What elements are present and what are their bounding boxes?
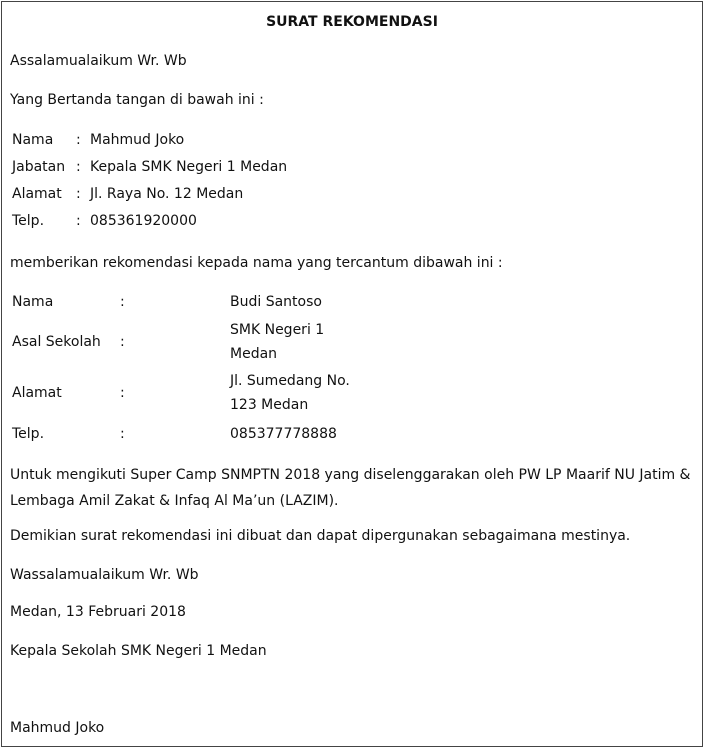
field-colon: :: [120, 294, 125, 310]
field-label: Alamat: [12, 186, 62, 202]
signer-row-address: [10, 182, 330, 206]
place-date: Medan, 13 Februari 2018: [10, 604, 186, 620]
field-colon: :: [76, 213, 81, 229]
field-colon: :: [120, 334, 125, 350]
recipient-row-phone: [10, 422, 410, 446]
field-colon: :: [76, 159, 81, 175]
field-value: Budi Santoso: [230, 294, 322, 310]
letter-title: SURAT REKOMENDASI: [266, 14, 438, 30]
field-label: Asal Sekolah: [12, 334, 101, 350]
field-value: 085377778888: [230, 426, 337, 442]
greeting: Assalamualaikum Wr. Wb: [10, 53, 187, 69]
field-label: Alamat: [12, 385, 62, 401]
field-colon: :: [76, 132, 81, 148]
signer-title: Kepala Sekolah SMK Negeri 1 Medan: [10, 643, 267, 659]
field-colon: :: [120, 426, 125, 442]
field-value: Kepala SMK Negeri 1 Medan: [90, 159, 288, 175]
signer-name: Mahmud Joko: [10, 720, 105, 736]
letter-page: [1, 1, 703, 747]
field-value: 085361920000: [90, 213, 197, 229]
signer-row-phone: [10, 209, 330, 233]
field-value: Jl. Sumedang No. 123 Medan: [230, 373, 350, 413]
field-value: Mahmud Joko: [90, 132, 185, 148]
field-label: Telp.: [12, 426, 45, 442]
field-colon: :: [76, 186, 81, 202]
recommendation-intro: memberikan rekomendasi kepada nama yang tercantum dibawah ini :: [10, 255, 503, 271]
signer-row-position: [10, 155, 330, 179]
recipient-row-school: [10, 318, 410, 368]
field-value: SMK Negeri 1 Medan: [230, 322, 325, 362]
field-label: Nama: [12, 294, 54, 310]
field-label: Nama: [12, 132, 54, 148]
recipient-row-name: [10, 290, 410, 314]
signer-row-name: [10, 128, 330, 152]
farewell: Wassalamualaikum Wr. Wb: [10, 567, 199, 583]
closing-statement: Demikian surat rekomendasi ini dibuat dan dapat dipergunakan sebagaimana mestinya.: [10, 528, 631, 544]
purpose-paragraph: Untuk mengikuti Super Camp SNMPTN 2018 yang diselenggarakan oleh PW LP Maarif NU Jatim & Lembaga Amil Zakat & Infaq Al Ma’un (LAZIM).: [10, 467, 691, 509]
field-colon: :: [120, 385, 125, 401]
field-label: Jabatan: [12, 159, 66, 175]
field-label: Telp.: [12, 213, 45, 229]
field-value: Jl. Raya No. 12 Medan: [90, 186, 244, 202]
recipient-row-address: [10, 369, 410, 419]
intro-text: Yang Bertanda tangan di bawah ini :: [10, 92, 264, 108]
